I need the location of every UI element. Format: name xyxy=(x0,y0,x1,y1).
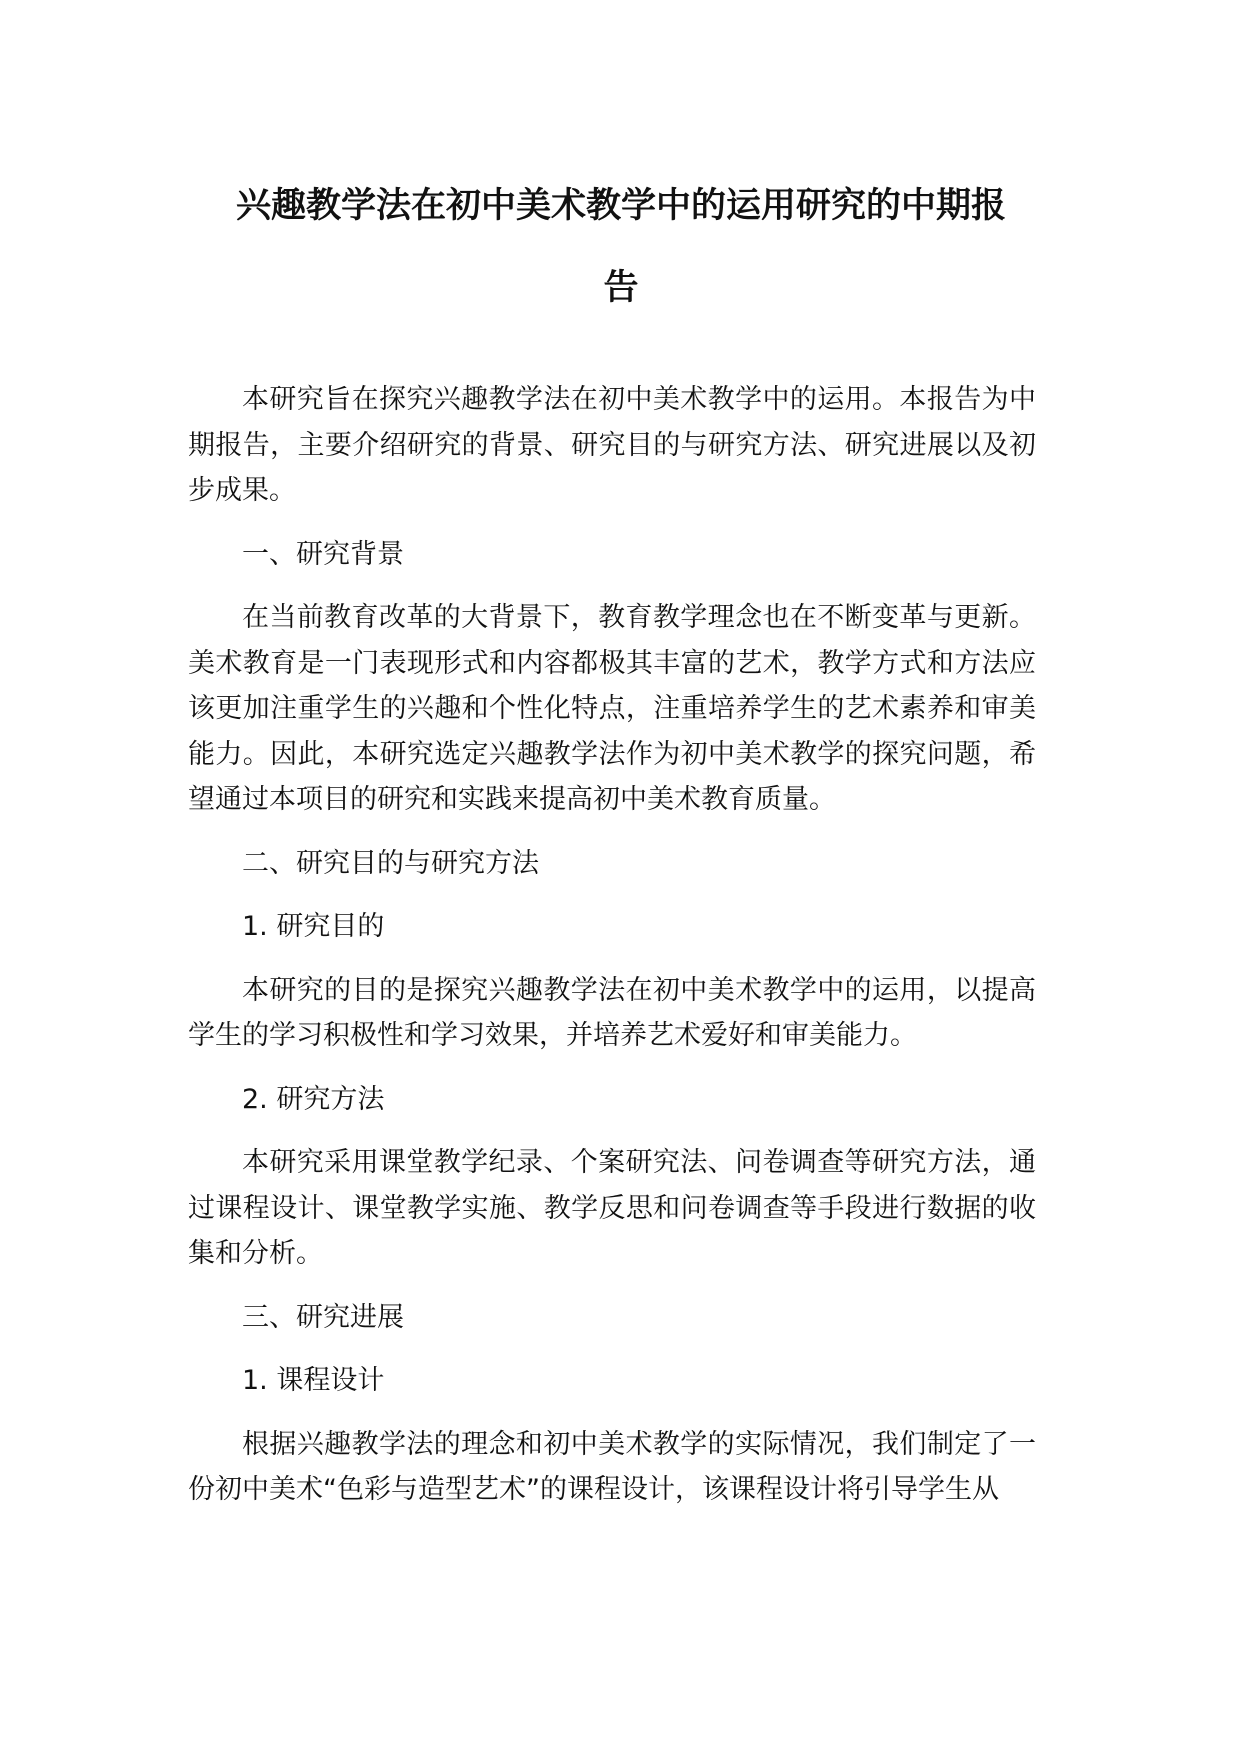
intro-paragraph: 本研究旨在探究兴趣教学法在初中美术教学中的运用。本报告为中期报告，主要介绍研究的背景、研究目的与研究方法、研究进展以及初步成果。 xyxy=(188,384,1036,506)
background-paragraph: 在当前教育改革的大背景下，教育教学理念也在不断变革与更新。美术教育是一门表现形式和内容都极其丰富的艺术，教学方式和方法应该更加注重学生的兴趣和个性化特点，注重培养学生的艺术素养和审美能力。因此，本研究选定兴趣教学法作为初中美术教学的探究问题，希望通过本项目的研究和实践来提高初中美术教育质量。 xyxy=(188,602,1036,815)
method-paragraph: 本研究采用课堂教学纪录、个案研究法、问卷调查等研究方法，通过课程设计、课堂教学实施、教学反思和问卷调查等手段进行数据的收集和分析。 xyxy=(188,1147,1036,1269)
subsection-heading-purpose: 1. 研究目的 xyxy=(242,911,385,942)
document-title-line-2: 告 xyxy=(603,268,639,308)
course-design-paragraph: 根据兴趣教学法的理念和初中美术教学的实际情况，我们制定了一份初中美术“色彩与造型艺术”的课程设计，该课程设计将引导学生从 xyxy=(188,1428,1036,1505)
section-heading-purpose-method: 二、研究目的与研究方法 xyxy=(242,847,539,879)
section-heading-progress: 三、研究进展 xyxy=(242,1301,404,1333)
subsection-heading-course-design: 1. 课程设计 xyxy=(242,1365,385,1396)
purpose-paragraph: 本研究的目的是探究兴趣教学法在初中美术教学中的运用，以提高学生的学习积极性和学习效果，并培养艺术爱好和审美能力。 xyxy=(188,974,1036,1051)
subsection-heading-method: 2. 研究方法 xyxy=(242,1083,385,1115)
document-body xyxy=(188,377,1036,1531)
document-title-line-1: 兴趣教学法在初中美术教学中的运用研究的中期报 xyxy=(235,186,1006,226)
section-heading-background: 一、研究背景 xyxy=(242,538,404,570)
